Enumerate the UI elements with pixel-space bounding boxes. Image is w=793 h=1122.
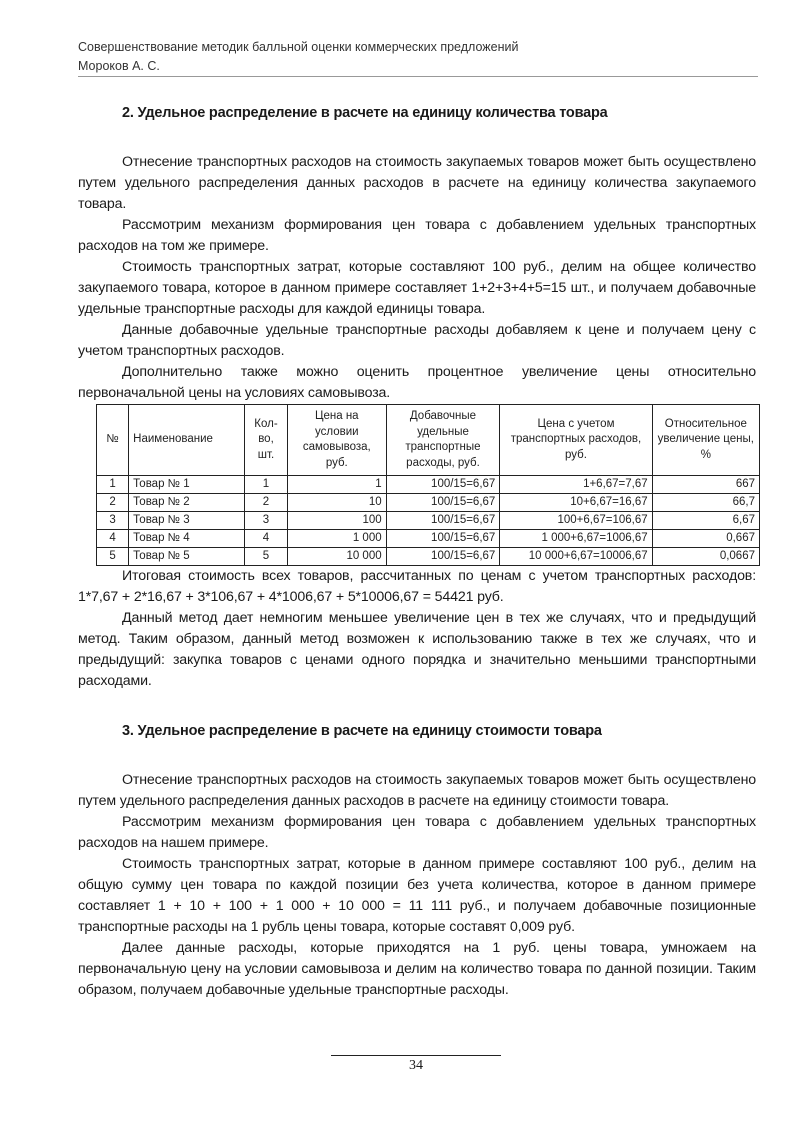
paragraph: Отнесение транспортных расходов на стоимость закупаемых товаров может быть осуществлено путем удельного распределения данных расходов в расчете на единицу стоимости товара. [78, 772, 756, 809]
cell-name: Товар № 4 [129, 530, 245, 548]
page-number: 34 [409, 1058, 423, 1073]
paragraph: Стоимость транспортных затрат, которые составляют 100 руб., делим на общее количество закупаемого товара, которое в данном примере составляет 1+2+3+4+5=15 шт., и получаем добавочные удельные транспортные расходы для каждой единицы товара. [78, 259, 756, 317]
cell-number: 2 [97, 494, 129, 512]
cell-name: Товар № 2 [129, 494, 245, 512]
section-3-heading: 3. Удельное распределение в расчете на единицу стоимости товара [122, 723, 602, 739]
table-row [97, 476, 760, 494]
cell-qty: 5 [245, 548, 288, 566]
cell-price-with-transport: 1 000+6,67=1006,67 [500, 530, 652, 548]
col-header-number: № [97, 405, 129, 476]
header-author: Мороков А. С. [78, 59, 160, 73]
cell-qty: 3 [245, 512, 288, 530]
cell-price-with-transport: 10+6,67=16,67 [500, 494, 652, 512]
cell-relative-increase: 0,0667 [652, 548, 759, 566]
cell-unit-transport: 100/15=6,67 [386, 512, 500, 530]
cell-name: Товар № 5 [129, 548, 245, 566]
col-header-qty: Кол-во, шт. [245, 405, 288, 476]
cell-relative-increase: 66,7 [652, 494, 759, 512]
col-header-unit-transport: Добавочные удельные транспортные расходы, руб. [386, 405, 500, 476]
header-title: Совершенствование методик балльной оценки коммерческих предложений [78, 40, 519, 54]
table-header-row [97, 405, 760, 476]
cell-number: 3 [97, 512, 129, 530]
col-header-name: Наименование [129, 405, 245, 476]
paragraph: Итоговая стоимость всех товаров, рассчитанных по ценам с учетом транспортных расходов: 1*7,67 + 2*16,67 + 3*106,67 + 4*1006,67 + 5*10006,67 = 54421 руб. [78, 568, 756, 605]
col-header-relative-increase: Относительное увеличение цены, % [652, 405, 759, 476]
cell-name: Товар № 3 [129, 512, 245, 530]
cell-pickup-price: 1 000 [287, 530, 386, 548]
cell-price-with-transport: 100+6,67=106,67 [500, 512, 652, 530]
cell-pickup-price: 10 000 [287, 548, 386, 566]
header-divider [78, 76, 758, 77]
cell-qty: 2 [245, 494, 288, 512]
table-row [97, 512, 760, 530]
table-row [97, 494, 760, 512]
cell-price-with-transport: 10 000+6,67=10006,67 [500, 548, 652, 566]
cell-qty: 1 [245, 476, 288, 494]
cell-number: 5 [97, 548, 129, 566]
cell-relative-increase: 6,67 [652, 512, 759, 530]
paragraph: Стоимость транспортных затрат, которые в данном примере составляют 100 руб., делим на общую сумму цен товара по каждой позиции без учета количества, которое в данном примере составляет 1 + 10 + 100 + 1 000 + 10 000 = 11 111 руб., и получаем добавочные позиционные транспортные расходы на 1 рубль цены товара, которые составят 0,009 руб. [78, 856, 756, 935]
cell-unit-transport: 100/15=6,67 [386, 476, 500, 494]
cell-pickup-price: 1 [287, 476, 386, 494]
section-2-heading: 2. Удельное распределение в расчете на единицу количества товара [122, 105, 608, 121]
cell-qty: 4 [245, 530, 288, 548]
cell-relative-increase: 667 [652, 476, 759, 494]
paragraph: Данные добавочные удельные транспортные расходы добавляем к цене и получаем цену с учетом транспортных расходов. [78, 322, 756, 359]
col-header-pickup-price: Цена на условии самовывоза, руб. [287, 405, 386, 476]
paragraph: Дополнительно также можно оценить процентное увеличение цены относительно первоначальной цены на условиях самовывоза. [78, 364, 756, 401]
cell-name: Товар № 1 [129, 476, 245, 494]
price-table [96, 404, 760, 566]
table-row [97, 548, 760, 566]
paragraph: Рассмотрим механизм формирования цен товара с добавлением удельных транспортных расходов на нашем примере. [78, 814, 756, 851]
table-row [97, 530, 760, 548]
paragraph: Отнесение транспортных расходов на стоимость закупаемых товаров может быть осуществлено путем удельного распределения данных расходов в расчете на единицу количества закупаемого товара. [78, 154, 756, 212]
footer-divider [331, 1055, 501, 1056]
cell-unit-transport: 100/15=6,67 [386, 548, 500, 566]
paragraph: Данный метод дает немногим меньшее увеличение цен в тех же случаях, что и предыдущий метод. Таким образом, данный метод возможен к использованию также в тех же случаях, что и предыдущий: закупка товаров с ценами одного порядка и значительно меньшими транспортными расходами. [78, 610, 756, 689]
cell-unit-transport: 100/15=6,67 [386, 494, 500, 512]
cell-relative-increase: 0,667 [652, 530, 759, 548]
cell-price-with-transport: 1+6,67=7,67 [500, 476, 652, 494]
page-content [78, 102, 756, 1001]
cell-pickup-price: 100 [287, 512, 386, 530]
cell-unit-transport: 100/15=6,67 [386, 530, 500, 548]
paragraph: Рассмотрим механизм формирования цен товара с добавлением удельных транспортных расходов на том же примере. [78, 217, 756, 254]
cell-number: 1 [97, 476, 129, 494]
running-header [78, 38, 758, 76]
paragraph: Далее данные расходы, которые приходятся на 1 руб. цены товара, умножаем на первоначальную цену на условии самовывоза и делим на количество товара по данной позиции. Таким образом, получаем добавочные удельные транспортные расходы. [78, 940, 756, 998]
cell-number: 4 [97, 530, 129, 548]
cell-pickup-price: 10 [287, 494, 386, 512]
col-header-price-with-transport: Цена с учетом транспортных расходов, руб. [500, 405, 652, 476]
